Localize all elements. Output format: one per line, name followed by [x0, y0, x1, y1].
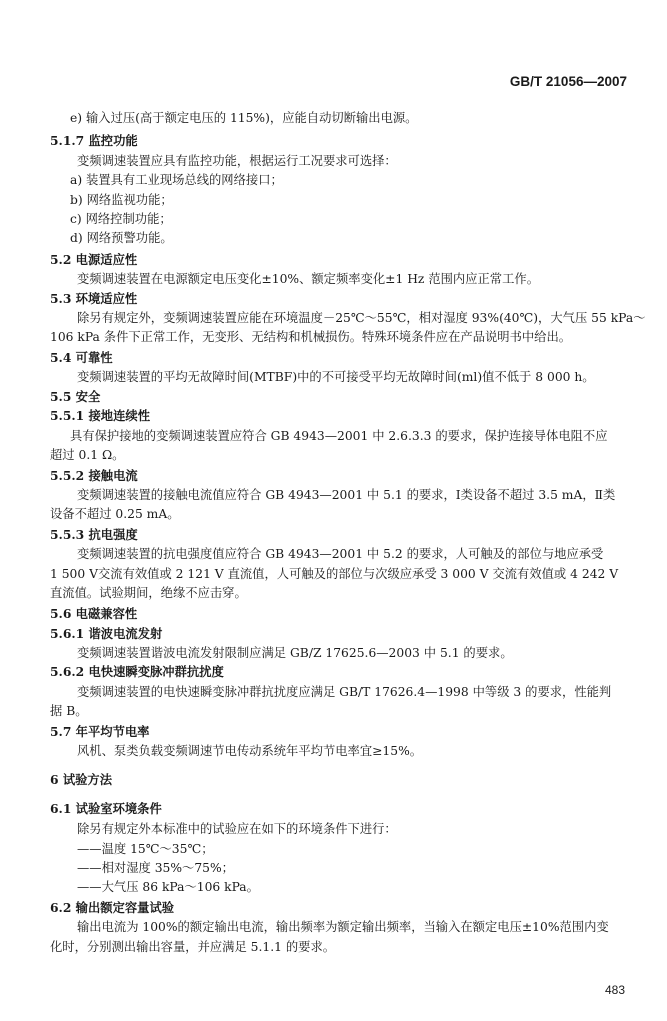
paragraph: 具有保护接地的变频调速装置应符合 GB 4943—2001 中 2.6.3.3 的要求，保护连接导体电阻不应: [70, 429, 608, 443]
paragraph: 输出电流为 100%的额定输出电流，输出频率为额定输出频率，当输入在额定电压±10%范围内变: [77, 920, 609, 934]
paragraph: 变频调速装置的抗电强度值应符合 GB 4943—2001 中 5.2 的要求，人可触及的部位与地应承受: [77, 547, 604, 561]
list-item-d: d) 网络预警功能。: [70, 231, 173, 245]
paragraph: 变频调速装置的接触电流值应符合 GB 4943—2001 中 5.1 的要求，Ⅰ类设备不超过 3.5 mA，Ⅱ类: [77, 488, 616, 502]
section-heading-5-6-2: 5.6.2 电快速瞬变脉冲群抗扰度: [50, 664, 224, 679]
section-heading-6-2: 6.2 输出额定容量试验: [50, 900, 175, 915]
list-item-c: c) 网络控制功能；: [70, 212, 172, 226]
section-heading-5-5-1: 5.5.1 接地连续性: [50, 408, 150, 423]
dash-list-item: ——大气压 86 kPa～106 kPa。: [77, 880, 259, 894]
dash-list-item: ——温度 15℃～35℃；: [77, 842, 214, 856]
paragraph-continued: 106 kPa 条件下正常工作，无变形、无结构和机械损伤。特殊环境条件应在产品说明书中给出。: [50, 330, 572, 344]
paragraph: 变频调速装置应具有监控功能，根据运行工况要求可选择：: [77, 154, 397, 168]
dash-list-item: ——相对湿度 35%～75%；: [77, 861, 234, 875]
section-heading-5-7: 5.7 年平均节电率: [50, 724, 150, 739]
paragraph-continued: 超过 0.1 Ω。: [50, 448, 125, 462]
paragraph-continued: 据 B。: [50, 704, 88, 718]
paragraph: 除另有规定外，变频调速装置应能在环境温度－25℃～55℃，相对湿度 93%(40℃)，大气压 55 kPa～: [77, 311, 646, 325]
section-heading-5-2: 5.2 电源适应性: [50, 252, 138, 267]
list-item-e: e) 输入过压(高于额定电压的 115%)，应能自动切断输出电源。: [70, 111, 418, 125]
section-heading-5-3: 5.3 环境适应性: [50, 291, 138, 306]
standard-number: GB/T 21056—2007: [509, 74, 627, 89]
paragraph: 变频调速装置的平均无故障时间(MTBF)中的不可接受平均无故障时间(ml)值不低于 8 000 h。: [77, 370, 595, 384]
page-number: 483: [604, 983, 625, 997]
paragraph: 变频调速装置在电源额定电压变化±10%、额定频率变化±1 Hz 范围内应正常工作。: [77, 272, 539, 286]
section-heading-6-1: 6.1 试验室环境条件: [50, 801, 162, 816]
paragraph-continued: 设备不超过 0.25 mA。: [50, 507, 180, 521]
paragraph: 除另有规定外本标准中的试验应在如下的环境条件下进行：: [77, 822, 397, 836]
section-heading-5-4: 5.4 可靠性: [50, 350, 113, 365]
section-heading-5-1-7: 5.1.7 监控功能: [50, 133, 138, 148]
paragraph: 风机、泵类负载变频调速节电传动系统年平均节电率宜≥15%。: [77, 744, 423, 758]
section-heading-5-6: 5.6 电磁兼容性: [50, 606, 138, 621]
paragraph-continued: 1 500 V交流有效值或 2 121 V 直流值，人可触及的部位与次级应承受 3 000 V 交流有效值或 4 242 V: [50, 567, 619, 581]
section-heading-5-5-3: 5.5.3 抗电强度: [50, 527, 138, 542]
section-heading-5-5: 5.5 安全: [50, 389, 101, 404]
chapter-heading-6: 6 试验方法: [50, 772, 113, 787]
paragraph-continued: 化时，分别测出输出容量，并应满足 5.1.1 的要求。: [50, 940, 336, 954]
paragraph: 变频调速装置的电快速瞬变脉冲群抗扰度应满足 GB/T 17626.4—1998 中等级 3 的要求，性能判: [77, 685, 612, 699]
section-heading-5-6-1: 5.6.1 谐波电流发射: [50, 626, 163, 641]
paragraph: 变频调速装置谐波电流发射限制应满足 GB/Z 17625.6—2003 中 5.1 的要求。: [77, 646, 513, 660]
section-heading-5-5-2: 5.5.2 接触电流: [50, 468, 138, 483]
list-item-a: a) 装置具有工业现场总线的网络接口；: [70, 173, 283, 187]
list-item-b: b) 网络监视功能；: [70, 193, 173, 207]
paragraph-continued: 直流值。试验期间，绝缘不应击穿。: [50, 586, 247, 600]
